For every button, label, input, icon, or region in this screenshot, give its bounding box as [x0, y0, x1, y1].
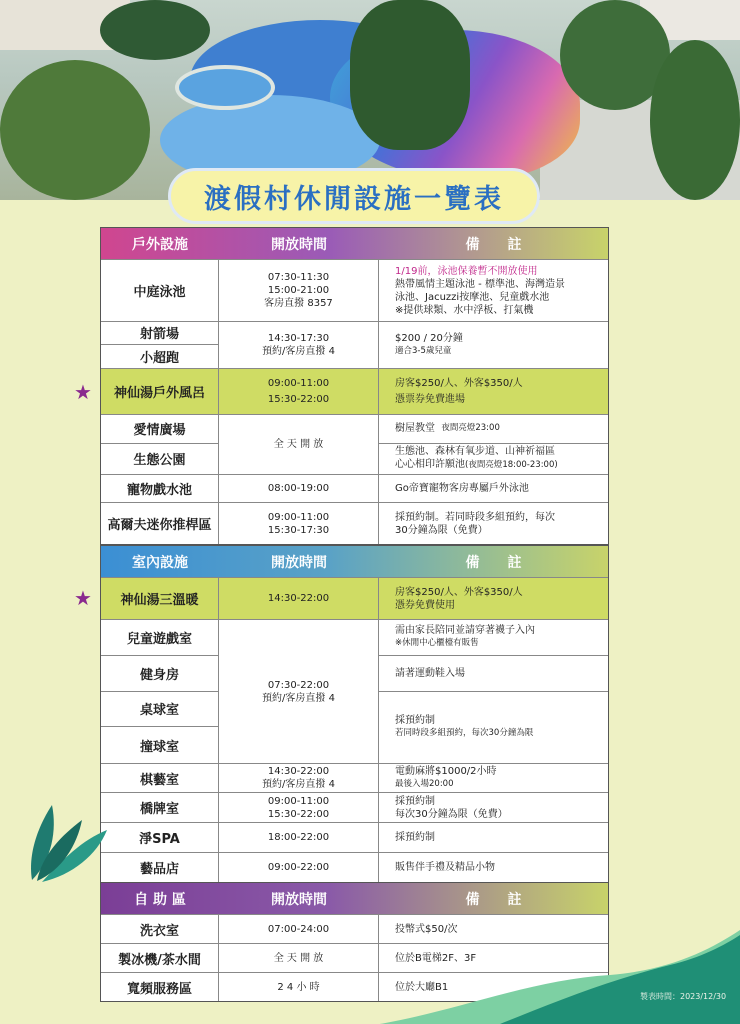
hours-cell: 09:00-22:00: [219, 853, 379, 882]
facility-name: 藝品店: [101, 853, 219, 882]
hours-cell: 07:30-22:00 預約/客房直撥 4: [219, 620, 379, 763]
title-banner: [168, 168, 540, 224]
remark-cell: 房客$250/人、外客$350/人 憑券免費使用: [395, 586, 523, 611]
facility-name: 橋牌室: [101, 793, 219, 822]
facility-name: 寵物戲水池: [101, 475, 219, 502]
remark-cell: 生態池、森林有氧步道、山神祈福區 心心相印許願池(夜間亮燈18:00-23:00): [395, 446, 558, 471]
remark-cell: Go帝寶寵物客房專屬戶外泳池: [395, 483, 529, 494]
facility-name: 神仙湯戶外風呂: [101, 369, 219, 414]
remark-cell: 投幣式$50/次: [395, 923, 458, 935]
remark-cell: 位於B電梯2F、3F: [395, 952, 477, 964]
facility-name: 洗衣室: [101, 915, 219, 943]
indoor-header-row: [101, 546, 608, 577]
row-bridge: [101, 792, 608, 822]
made-time: 製表時間：2023/12/30: [640, 992, 727, 1001]
row-golf: [101, 502, 608, 544]
remark-cell: 採預約制。若同時段多組預約，每次 30分鐘為限（免費）: [395, 511, 555, 536]
row-love-eco: [101, 414, 608, 474]
row-outdoor-hotspring: [101, 368, 608, 414]
indoor-header-hours: 開放時間: [271, 554, 327, 571]
self-header-remark: 備 註: [465, 891, 522, 908]
row-pool: [101, 259, 608, 321]
facility-name: 健身房: [101, 656, 218, 692]
hours-cell: 18:00-22:00: [219, 823, 379, 852]
facility-name: 淨SPA: [101, 823, 219, 852]
facility-name: 生態公園: [133, 453, 186, 469]
star-icon: ★: [74, 586, 92, 610]
hours-cell: 全 天 開 放: [219, 944, 379, 972]
hours-cell: 全 天 開 放: [219, 415, 379, 474]
hours-cell: 14:30-22:00: [219, 578, 379, 619]
outdoor-table: [100, 227, 609, 545]
row-pet-pool: [101, 474, 608, 502]
facility-name: 製冰機/茶水間: [101, 944, 219, 972]
hours-cell: 09:00-11:00 15:30-22:00: [219, 369, 379, 414]
facility-name: 中庭泳池: [101, 260, 219, 321]
indoor-header-name: 室內設施: [132, 554, 188, 571]
row-shop: [101, 852, 608, 882]
row-spa: [101, 822, 608, 852]
facility-name: 神仙湯三溫暖: [101, 578, 219, 619]
facility-name: 棋藝室: [101, 764, 219, 792]
facility-name: 射箭場: [101, 322, 218, 345]
facility-name: 寬頻服務區: [101, 973, 219, 1001]
facility-name: 小超跑: [139, 350, 179, 366]
leaf-decoration-icon: [22, 800, 112, 885]
row-chess: [101, 763, 608, 792]
row-archery-kart: [101, 321, 608, 368]
remark-cell: 採預約制: [395, 832, 435, 843]
remark-cell: 採預約制 每次30分鐘為限（免費）: [395, 795, 508, 820]
facility-name: 高爾夫迷你推桿區: [101, 503, 219, 544]
outdoor-header-hours: 開放時間: [271, 236, 327, 253]
remark-cell: 請著運動鞋入場: [379, 656, 608, 692]
remark-cell: 販售伴手禮及精品小物: [395, 862, 495, 873]
hours-cell: 2 4 小 時: [219, 973, 379, 1001]
hours-cell: 07:30-11:30 15:00-21:00 客房直撥 8357: [219, 260, 379, 321]
hours-cell: 09:00-11:00 15:30-17:30: [219, 503, 379, 544]
pool-notice: 1/19前，泳池保養暫不開放使用: [395, 265, 538, 277]
hours-cell: 08:00-19:00: [219, 475, 379, 502]
self-header-hours: 開放時間: [271, 891, 327, 908]
facility-name: 兒童遊戲室: [101, 620, 218, 656]
row-indoor-hotspring: [101, 577, 608, 619]
page-title: 渡假村休閒設施一覽表: [204, 183, 504, 215]
remark-cell: 1/19前，泳池保養暫不開放使用 熱帶風情主題泳池 - 標準池、海灣造景 泳池、Jacuzzi按摩池、兒童戲水池 ※提供球類、水中浮板、打氣機: [395, 265, 565, 316]
outdoor-header-name: 戶外設施: [132, 236, 188, 253]
hours-cell: 14:30-22:00 預約/客房直撥 4: [219, 764, 379, 792]
hours-cell: 09:00-11:00 15:30-22:00: [219, 793, 379, 822]
remark-cell: 電動麻將$1000/2小時 最後入場20:00: [395, 766, 497, 789]
self-header-row: [101, 883, 608, 914]
hours-cell: 14:30-17:30 預約/客房直撥 4: [219, 322, 379, 368]
hours-cell: 07:00-24:00: [219, 915, 379, 943]
indoor-table: [100, 545, 609, 883]
remark-cell: 需由家長陪同並請穿著襪子入內 ※休閒中心櫃檯有販售: [379, 620, 608, 656]
remark-cell: 樹屋教堂 夜間亮燈23:00: [379, 415, 608, 444]
facility-name: 桌球室: [101, 692, 218, 728]
wave-decoration-icon: [380, 920, 740, 1024]
remark-cell: 位於大廳B1: [395, 981, 449, 993]
outdoor-header-row: [101, 228, 608, 259]
remark-cell: $200 / 20分鐘 適合3-5歲兒童: [395, 333, 463, 356]
self-header-name: 自 助 區: [134, 891, 186, 908]
indoor-header-remark: 備 註: [465, 554, 522, 571]
facility-name: 撞球室: [139, 739, 179, 755]
remark-cell: 房客$250/人、外客$350/人 憑票券免費進場: [395, 378, 523, 405]
row-indoor-group: [101, 619, 608, 763]
remark-cell: 採預約制 若同時段多組預約，每次30分鐘為限: [395, 715, 534, 739]
star-icon: ★: [74, 380, 92, 404]
facility-name: 愛情廣場: [101, 415, 218, 444]
outdoor-header-remark: 備 註: [465, 236, 522, 253]
